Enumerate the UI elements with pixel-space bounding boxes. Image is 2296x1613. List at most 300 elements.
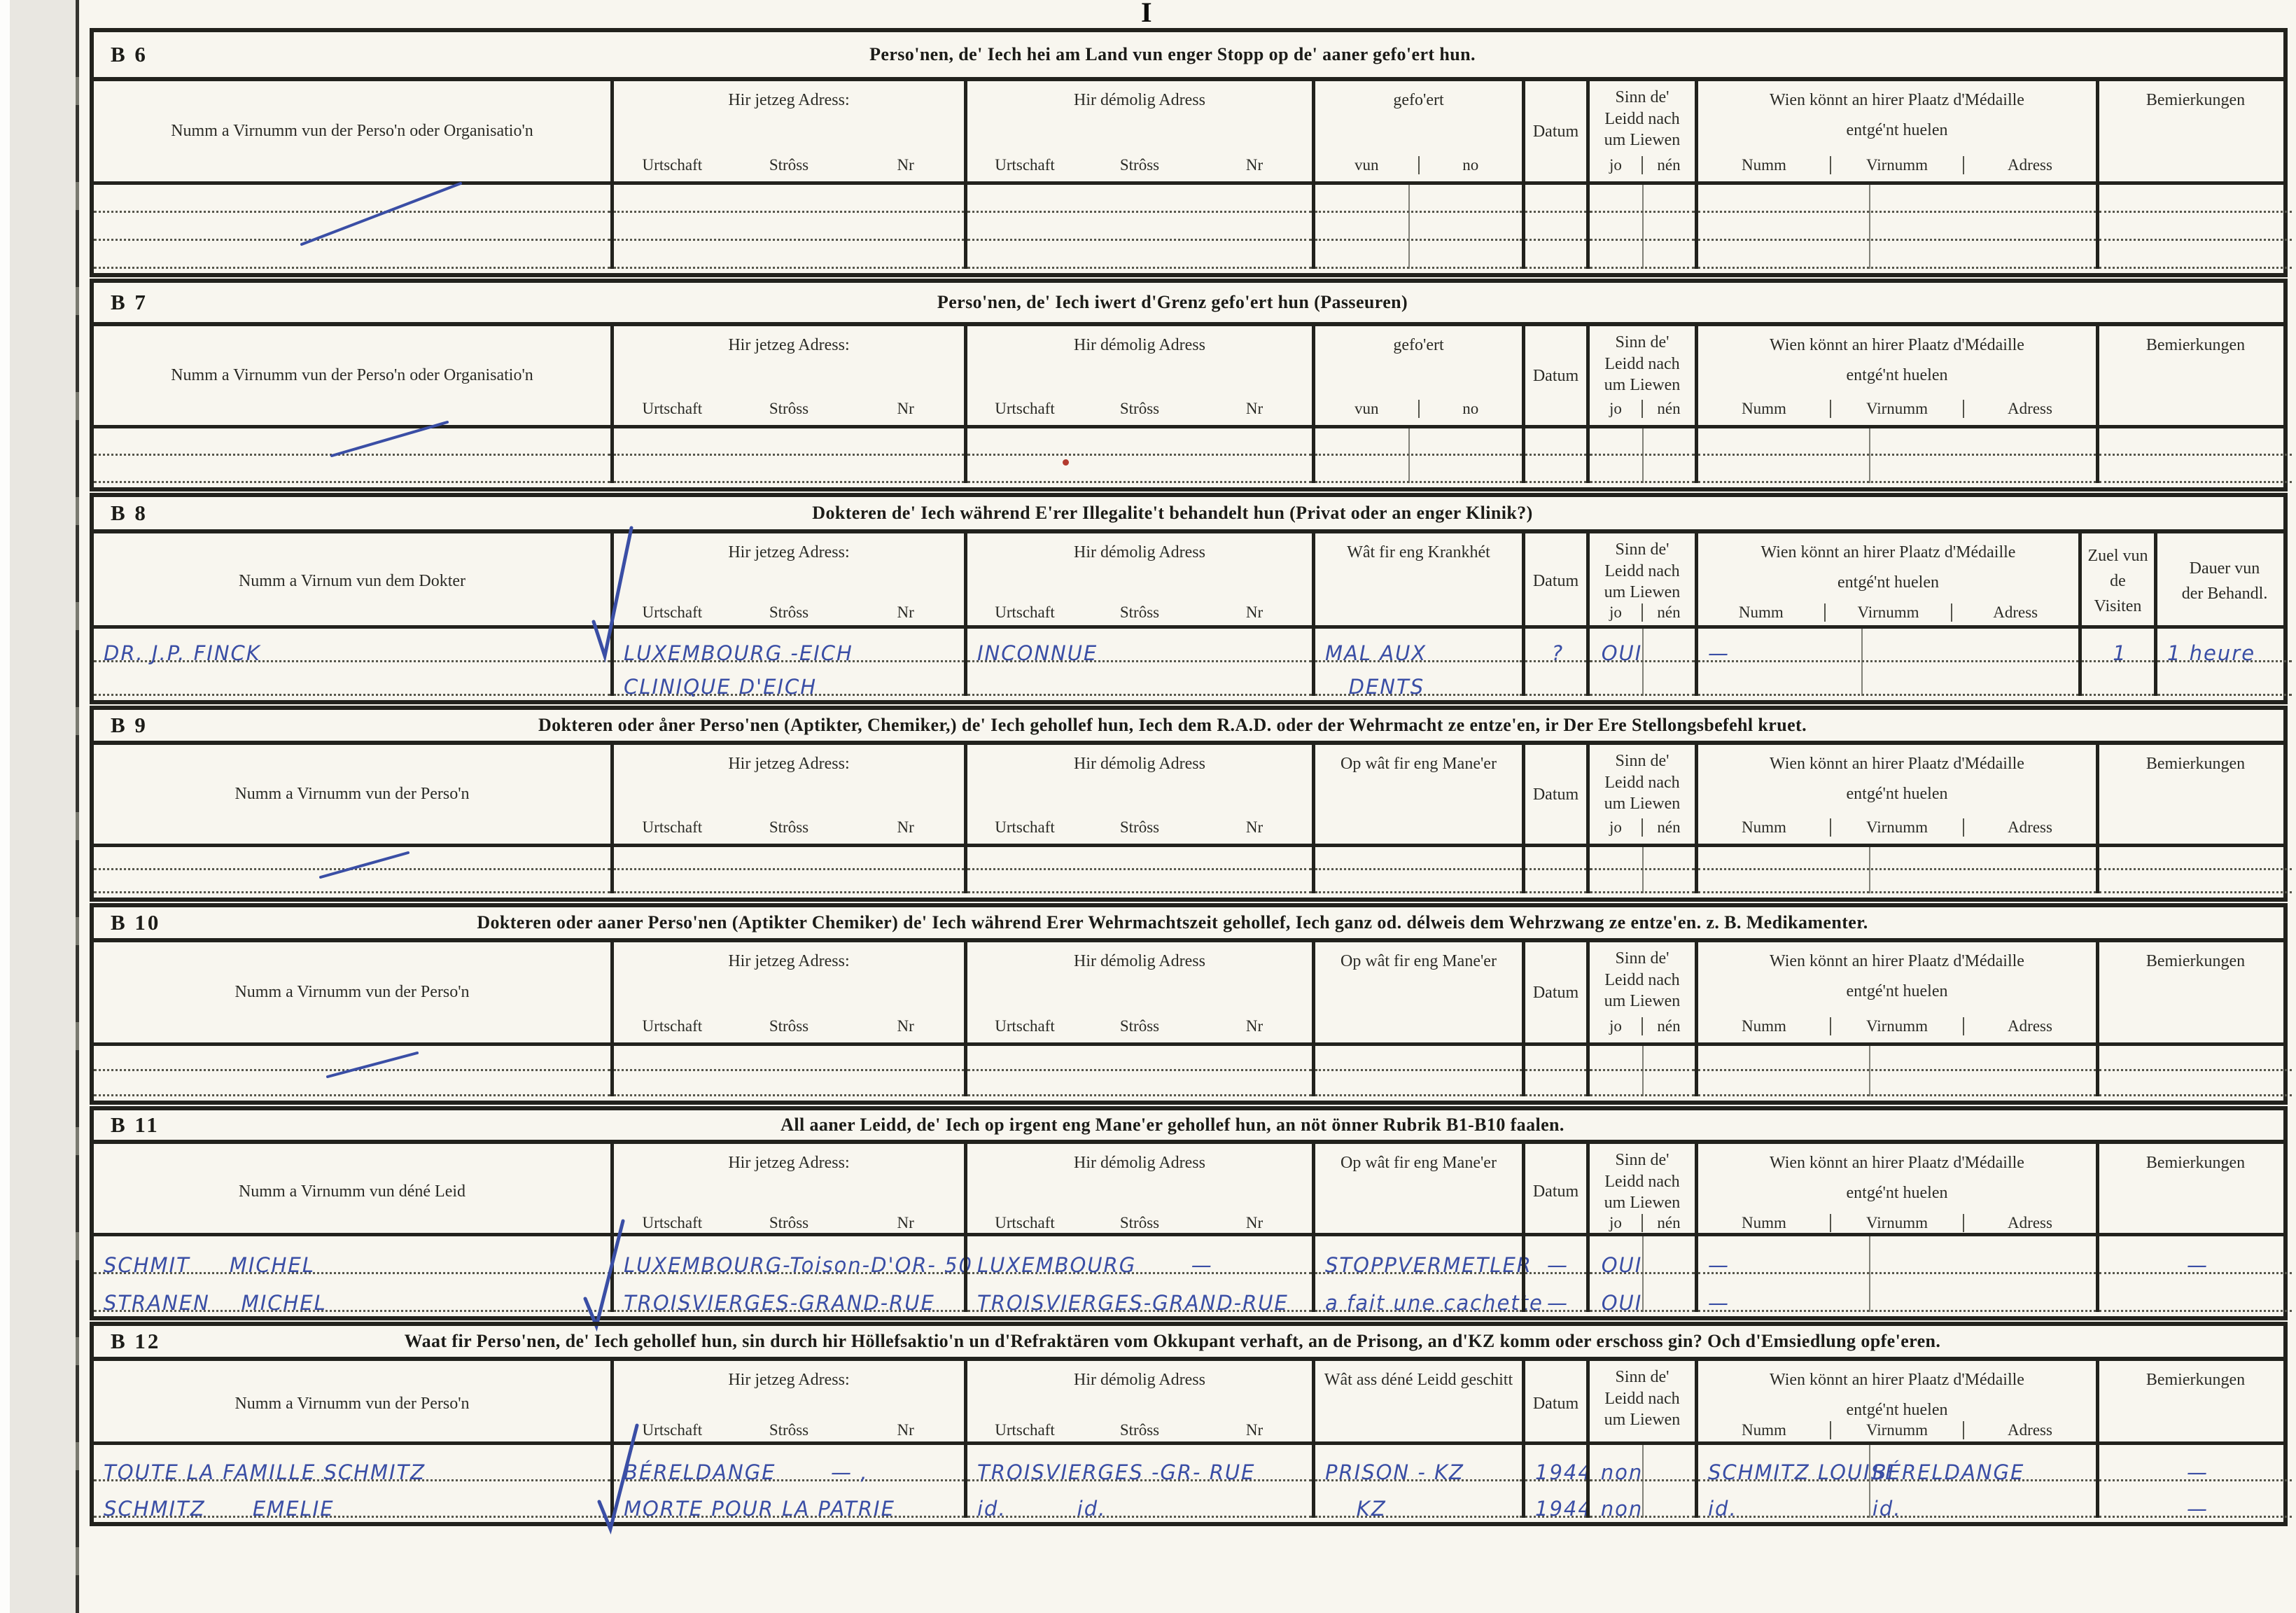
stross-label: Strôss [1119,603,1160,622]
data-col-former [964,629,1312,696]
entry-medal-address: id. [1872,1497,1902,1521]
alive-sub-labels [1590,603,1695,629]
rule-line [1315,870,1522,893]
col-header-address-former [964,81,1312,181]
rule-line [1315,1274,1544,1315]
col-header-name [94,1144,610,1239]
rule-line [2099,1274,2292,1312]
column-headers [94,1361,2283,1445]
nen-label: nén [1642,1017,1695,1035]
rule-line [1525,1236,1586,1277]
data-col-remarks [2096,847,2292,893]
column-divider [1642,847,1644,893]
middle-label: Wât ass déné Leidd geschitt [1324,1371,1513,1389]
rule-line [1315,1481,1522,1521]
rule-line [1698,662,2078,696]
data-col-middle [1312,629,1522,699]
urtschaft-label: Urtschaft [995,818,1055,836]
rule-line [1698,870,2096,893]
col-header-medal [1695,745,2096,844]
column-divider [1408,185,1410,269]
entry-alive-jo: non [1600,1460,1644,1484]
data-col-datum [1522,185,1586,269]
medal-sub-labels [1698,1214,2096,1239]
data-col-middle [1312,1046,1522,1096]
numm-label: Numm [1742,156,1786,174]
data-col-name [94,1236,610,1315]
address-sub-labels [614,400,964,425]
rule-line [2099,847,2292,870]
rule-line [614,662,964,699]
rule-line [2099,185,2292,213]
alive-sub-labels [1590,156,1695,181]
rule-line [967,1445,1312,1484]
stross-label: Strôss [769,818,809,836]
rule-line [1525,213,1586,241]
medal-label-line1: Wien könnt an hirer Plaatz d'Médaille [1770,1154,2024,1172]
section-title-band [94,907,2283,942]
data-col-now [610,847,964,893]
nr-label: Nr [1245,818,1264,836]
jo-label: jo [1609,1017,1622,1035]
address-sub-labels [967,818,1312,844]
data-col-remarks [2096,1046,2292,1096]
entry-former: id. id. [977,1497,1107,1521]
rule-line [1315,662,1522,699]
virnumm-label: Virnumm [1830,1214,1963,1232]
nen-label: nén [1642,1214,1695,1232]
remarks-label: Bemierkungen [2146,336,2246,354]
rule-line [2099,241,2292,269]
col-header-remarks [2096,745,2292,844]
data-col-alive [1586,629,1695,696]
remarks-label: Bemierkungen [2146,1371,2246,1389]
address-label: Hir jetzeg Adress: [728,91,850,109]
entry-datum: 1944 [1535,1497,1592,1521]
alive-label-line: Leidd nach [1604,773,1680,792]
section-title-band [94,1326,2283,1361]
virnumm-label: Virnumm [1830,1017,1963,1035]
data-col-alive [1586,185,1695,269]
section-b9 [90,706,2288,902]
urtschaft-label: Urtschaft [642,1421,703,1439]
column-divider [1408,428,1410,483]
rule-line [2099,428,2292,456]
data-col-alive [1586,428,1695,483]
visits-label-line1: Zuel vun [2087,547,2148,566]
col-header-middle [1312,1361,1522,1446]
entry-now: TROISVIERGES-GRAND-RUE [624,1291,935,1315]
entry-remarks: — [2187,1460,2208,1484]
col-header-address-former [964,1144,1312,1239]
entry-datum: — [1547,1253,1569,1277]
alive-label-line: Leidd nach [1604,561,1680,580]
data-col-former [964,847,1312,893]
rule-line [1698,456,2096,483]
numm-label: Numm [1742,818,1786,836]
virnumm-label: Virnumm [1830,1421,1963,1439]
data-col-medal [1695,1046,2096,1096]
medal-label-line1: Wien könnt an hirer Plaatz d'Médaille [1770,91,2024,109]
no-label: no [1418,156,1522,174]
alive-label-line: Sinn de' [1615,1151,1670,1169]
alive-label [1590,1361,1695,1431]
rule-line [1525,241,1586,269]
numm-label: Numm [1742,1214,1786,1232]
adress-label: Adress [1963,818,2096,837]
data-col-former [964,1445,1312,1521]
data-col-dauer [2154,629,2292,696]
alive-label-line: Leidd nach [1604,1172,1680,1191]
data-rows [94,629,2283,700]
data-col-datum [1522,1236,1586,1315]
data-rows [94,185,2283,273]
col-header-alive [1586,1144,1695,1239]
alive-label-line: um Liewen [1604,795,1681,814]
col-header-middle [1312,745,1522,844]
rule-line [1698,213,2096,241]
jo-label: jo [1609,818,1622,836]
entry-former: TROISVIERGES-GRAND-RUE [977,1291,1289,1315]
data-col-middle [1312,1236,1544,1315]
address-label: Hir démolig Adress [1074,336,1205,354]
col-header-medal [1695,1361,2096,1446]
data-col-medal [1695,428,2096,483]
col-header-alive [1586,533,1695,629]
stross-label: Strôss [1119,1017,1160,1035]
rule-line [1315,847,1522,870]
rule-line [94,213,610,241]
entry-medal-name: — [1708,641,1730,665]
data-col-former [964,428,1312,483]
col-header-remarks [2096,942,2292,1042]
rule-line [94,185,610,213]
virnumm-label: Virnumm [1830,156,1963,174]
rule-line [94,456,610,483]
col-header-remarks [2096,1361,2292,1446]
col-header-medal [1695,81,2096,181]
jo-label: jo [1609,156,1622,174]
address-sub-labels [614,1214,964,1239]
virnumm-label: Virnumm [1830,818,1963,837]
rule-line [967,1071,1312,1096]
data-col-now [610,1445,964,1521]
rule-line [614,1046,964,1071]
rule-line [1698,185,2096,213]
entry-datum: ? [1551,641,1564,665]
section-b12 [90,1322,2288,1526]
entry-medal-name: — [1708,1253,1730,1277]
data-col-name [94,1046,610,1096]
rule-line [1525,629,1586,665]
data-rows [94,847,2283,898]
rule-line [1315,456,1522,483]
rule-line [94,870,610,893]
alive-label [1590,533,1695,603]
col-header-middle [1312,326,1522,425]
rule-line [614,1236,974,1277]
col-header-datum [1522,1144,1586,1239]
rule-line [614,1445,964,1484]
middle-label: Op wât fir eng Mane'er [1340,755,1497,773]
data-rows [94,428,2283,487]
numm-label: Numm [1742,1421,1786,1439]
address-label: Hir démolig Adress [1074,1154,1205,1172]
column-headers [94,326,2283,428]
urtschaft-label: Urtschaft [995,156,1055,174]
column-headers [94,745,2283,847]
section-code: B 6 [111,42,148,67]
alive-sub-labels [1590,1214,1695,1239]
entry-middle: STOPPVERMETLER [1325,1253,1532,1277]
col-header-visits [2078,533,2154,629]
rule-line [967,185,1312,213]
adress-label: Adress [1963,1421,2096,1439]
data-col-name [94,1445,610,1521]
col-header-address-former [964,533,1312,629]
entry-middle: KZ [1325,1497,1387,1521]
address-label: Hir jetzeg Adress: [728,543,850,561]
rule-line [1698,1046,2096,1071]
data-col-now [610,185,964,269]
urtschaft-label: Urtschaft [995,1421,1055,1439]
col-header-datum [1522,533,1586,629]
rule-line [1525,1046,1586,1071]
section-b7 [90,279,2288,491]
data-col-medal [1695,1236,2096,1315]
section-code: B 9 [111,713,148,737]
entry-name: SCHMITZ EMELIE [104,1497,335,1521]
data-col-medal [1695,185,2096,269]
col-header-address-now [610,81,964,181]
rule-line [1315,1071,1522,1096]
data-col-former [964,1046,1312,1096]
stross-label: Strôss [769,603,809,622]
alive-label-line: Sinn de' [1615,540,1670,559]
rule-line [2099,1071,2292,1096]
data-col-middle [1312,847,1522,893]
col-header-alive [1586,942,1695,1042]
datum-label: Datum [1532,1395,1579,1413]
alive-label [1590,81,1695,151]
rule-line [94,241,610,269]
medal-label-line1: Wien könnt an hirer Plaatz d'Médaille [1760,543,2016,561]
rule-line [1698,1071,2096,1096]
rule-line [1698,1481,2096,1521]
address-sub-labels [967,1017,1312,1042]
visits-label-line2: de Visiten [2094,572,2142,616]
rule-line [1315,1445,1522,1484]
data-rows [94,1445,2283,1522]
datum-label: Datum [1532,572,1579,591]
section-title: Dokteren oder åner Perso'nen (Aptikter, Chemiker,) de' Iech gehollef hun, Iech dem R.A.D. oder der Wehrmacht ze entze'en, ir Der Ere Stellongsbefehl kruet. [538,715,1807,735]
urtschaft-label: Urtschaft [642,1214,703,1232]
data-col-medal [1695,847,2096,893]
rule-line [1525,1274,1586,1315]
rule-line [2157,629,2292,665]
col-header-dauer [2154,533,2292,629]
address-label: Hir jetzeg Adress: [728,1154,850,1172]
column-headers [94,81,2283,185]
column-divider [1869,1046,1870,1096]
rule-line [967,1481,1312,1521]
datum-label: Datum [1532,983,1579,1002]
adress-label: Adress [1963,1214,2096,1232]
address-sub-labels [614,818,964,844]
col-header-datum [1522,1361,1586,1446]
dauer-label-line1: Dauer vun [2189,559,2260,578]
rule-line [94,1236,610,1277]
dauer-label-line2: der Behandl. [2181,585,2268,603]
address-sub-labels [967,603,1312,629]
stross-label: Strôss [1119,156,1160,174]
middle-label: gefo'ert [1393,91,1444,109]
rule-line [614,870,964,893]
alive-label-line: Sinn de' [1615,1368,1670,1386]
nen-label: nén [1642,400,1695,418]
datum-label: Datum [1532,1182,1579,1201]
name-header-label: Numm a Virnumm vun der Perso'n [234,785,470,803]
rule-line [1315,185,1522,213]
numm-label: Numm [1742,400,1786,417]
datum-label: Datum [1532,785,1579,804]
entry-datum: — [1547,1291,1569,1315]
data-col-visits [2078,629,2154,696]
data-col-datum [1522,428,1586,483]
entry-middle: DENTS [1325,675,1425,699]
address-label: Hir jetzeg Adress: [728,952,850,970]
column-headers [94,942,2283,1046]
col-header-address-former [964,326,1312,425]
rule-line [967,629,1312,665]
address-sub-labels [967,1421,1312,1446]
column-divider [1642,428,1644,483]
remarks-label: Bemierkungen [2146,952,2246,970]
section-title-band [94,710,2283,745]
adress-label: Adress [1951,603,2078,622]
name-header-label: Numm a Virnumm vun der Perso'n oder Organisatio'n [171,122,533,140]
col-header-address-former [964,1361,1312,1446]
col-header-remarks [2096,1144,2292,1239]
data-col-name [94,629,610,696]
rule-line [967,847,1312,870]
medal-label-line1: Wien könnt an hirer Plaatz d'Médaille [1770,755,2024,773]
medal-label-line1: Wien könnt an hirer Plaatz d'Médaille [1770,1371,2024,1389]
alive-label [1590,326,1695,396]
col-header-medal [1695,1144,2096,1239]
col-header-remarks [2096,81,2292,181]
entry-former: INCONNUE [977,641,1098,665]
section-title: All aaner Leidd, de' Iech op irgent eng Mane'er gehollef hun, an nöt önner Rubrik B1-B10 faalen. [780,1115,1564,1135]
rule-line [614,1071,964,1096]
data-col-middle [1312,428,1522,483]
section-b10 [90,903,2288,1105]
col-header-middle [1312,942,1522,1042]
name-header-label: Numm a Virnumm vun der Perso'n [234,1394,470,1413]
col-header-address-now [610,745,964,844]
alive-label-line: um Liewen [1604,376,1681,395]
entry-visits: 1 [2113,641,2127,665]
alive-label-line: Leidd nach [1604,109,1680,128]
col-header-alive [1586,745,1695,844]
rule-line [94,428,610,456]
alive-label-line: Leidd nach [1604,354,1680,373]
alive-sub-labels [1590,400,1695,425]
col-header-address-now [610,326,964,425]
address-sub-labels [614,1017,964,1042]
urtschaft-label: Urtschaft [995,1214,1055,1232]
data-col-datum [1522,847,1586,893]
urtschaft-label: Urtschaft [642,603,703,622]
rule-line [967,662,1312,696]
nen-label: nén [1642,156,1695,174]
adress-label: Adress [1963,400,2096,418]
section-code: B 8 [111,501,148,525]
rule-line [1698,847,2096,870]
rule-line [1525,1481,1592,1521]
urtschaft-label: Urtschaft [642,400,703,417]
rule-line [967,241,1312,269]
nr-label: Nr [897,400,914,417]
stross-label: Strôss [1119,1214,1160,1232]
nr-label: Nr [1245,400,1264,417]
urtschaft-label: Urtschaft [642,1017,703,1035]
col-header-medal [1695,533,2078,629]
name-header-label: Numm a Virnumm vun der Perso'n [234,983,470,1001]
rule-line [1525,870,1586,893]
rule-line [1315,1236,1532,1277]
rule-line [2082,629,2154,665]
entry-medal-name: id. [1708,1497,1737,1521]
col-header-address-now [610,533,964,629]
section-code: B 11 [111,1112,160,1137]
medal-label-line2: entgé'nt huelen [1846,121,1948,140]
column-divider [1869,428,1870,483]
numm-label: Numm [1742,1017,1786,1035]
medal-sub-labels [1698,818,2096,844]
middle-label: Op wât fir eng Mane'er [1340,952,1497,970]
alive-sub-labels [1590,818,1695,844]
medal-sub-labels [1698,603,2078,629]
medal-label-line2: entgé'nt huelen [1846,1184,1948,1203]
data-col-name [94,847,610,893]
nr-label: Nr [1245,1017,1264,1035]
section-b6 [90,28,2288,277]
column-divider [1869,185,1870,269]
alive-label-line: Sinn de' [1615,333,1670,351]
stross-label: Strôss [769,156,809,174]
section-title: Dokteren oder aaner Perso'nen (Aptikter Chemiker) de' Iech während Erer Wehrmachtszeit gehollef, Iech ganz od. délweis dem Wehrzwang ze entze'en. z. B. Medikamenter. [477,912,1868,933]
data-col-medal [1695,1445,2096,1521]
scan-margin-strip [10,0,76,1613]
col-header-address-now [610,1144,964,1239]
middle-label: gefo'ert [1393,336,1444,354]
entry-now: LUXEMBOURG-Toison-D'OR- 50 [624,1253,974,1277]
nr-label: Nr [897,603,914,622]
rule-line [2099,1445,2292,1484]
datum-label: Datum [1532,366,1579,385]
rule-line [1315,241,1522,269]
medal-label-line2: entgé'nt huelen [1846,1401,1948,1420]
data-rows [94,1236,2283,1316]
col-header-middle [1312,1144,1522,1239]
entry-name: STRANEN MICHEL [104,1291,327,1315]
alive-label-line: Leidd nach [1604,1389,1680,1408]
col-header-address-now [610,942,964,1042]
medal-sub-labels [1698,1017,2096,1042]
rule-line [967,213,1312,241]
nen-label: nén [1642,603,1695,622]
